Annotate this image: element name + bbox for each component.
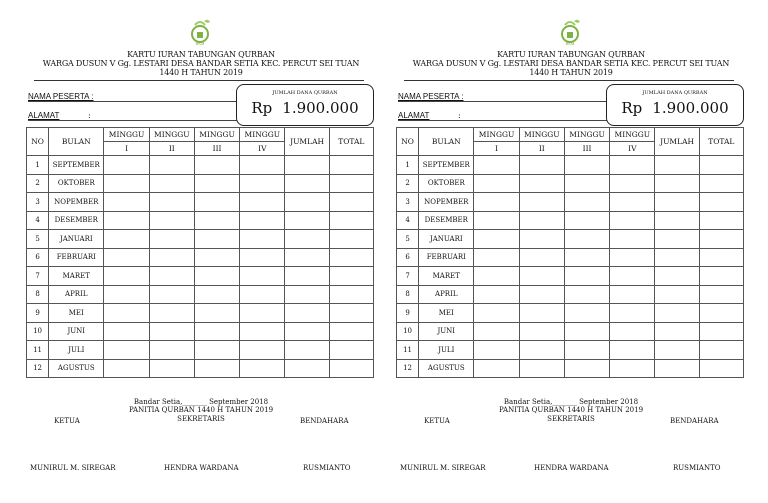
row-cell[interactable] [655, 174, 699, 193]
row-no: 10 [397, 322, 419, 341]
row-cell[interactable] [329, 359, 373, 378]
row-cell[interactable] [564, 341, 609, 360]
header-minggu-4: MINGGU [240, 128, 285, 142]
fund-currency: Rp [621, 99, 643, 117]
table-row [397, 285, 744, 304]
header-total: TOTAL [699, 128, 743, 156]
row-cell[interactable] [519, 322, 564, 341]
card-subtitle: WARGA DUSUN V Gg. LESTARI DESA BANDAR SETIA KEC. PERCUT SEI TUAN [42, 59, 360, 68]
card-year: 1440 H TAHUN 2019 [529, 68, 613, 77]
row-cell[interactable] [610, 248, 655, 267]
row-cell[interactable] [474, 156, 519, 175]
row-cell[interactable] [329, 211, 373, 230]
committee-title: PANITIA QURBAN 1440 H TAHUN 2019 [128, 406, 274, 414]
header-minggu-2: MINGGU [149, 128, 194, 142]
row-cell[interactable] [285, 248, 329, 267]
card-subtitle: WARGA DUSUN V Gg. LESTARI DESA BANDAR SETIA KEC. PERCUT SEI TUAN [412, 59, 730, 68]
row-cell[interactable] [285, 359, 329, 378]
row-cell[interactable] [564, 230, 609, 249]
row-cell[interactable] [194, 304, 239, 323]
savings-table [396, 127, 744, 378]
row-cell[interactable] [564, 193, 609, 212]
row-cell[interactable] [285, 304, 329, 323]
row-cell[interactable] [474, 285, 519, 304]
row-cell[interactable] [194, 211, 239, 230]
title-divider [404, 80, 734, 81]
card-title: KARTU IURAN TABUNGAN QURBAN [127, 50, 275, 59]
header-week-i: I [104, 142, 149, 156]
row-cell[interactable] [329, 248, 373, 267]
table-row [397, 359, 744, 378]
row-cell[interactable] [564, 248, 609, 267]
row-cell[interactable] [519, 248, 564, 267]
row-cell[interactable] [519, 267, 564, 286]
row-cell[interactable] [104, 174, 149, 193]
row-cell[interactable] [149, 359, 194, 378]
row-bulan: AGUSTUS [49, 359, 104, 378]
row-cell[interactable] [285, 156, 329, 175]
row-cell[interactable] [285, 174, 329, 193]
row-no: 5 [397, 230, 419, 249]
row-cell[interactable] [240, 211, 285, 230]
row-cell[interactable] [149, 211, 194, 230]
secretary-name: HENDRA WARDANA [164, 464, 239, 472]
row-cell[interactable] [194, 193, 239, 212]
row-cell[interactable] [194, 285, 239, 304]
table-row [397, 156, 744, 175]
row-cell[interactable] [610, 341, 655, 360]
row-cell[interactable] [699, 174, 743, 193]
header-week-iii: III [564, 142, 609, 156]
row-cell[interactable] [610, 267, 655, 286]
row-no: 3 [397, 193, 419, 212]
header-week-iii: III [194, 142, 239, 156]
header-no: NO [27, 128, 49, 156]
row-cell[interactable] [194, 230, 239, 249]
row-cell[interactable] [699, 359, 743, 378]
row-cell[interactable] [149, 193, 194, 212]
row-bulan: JULI [49, 341, 104, 360]
place-date: Bandar Setia,_______ September 2018 [503, 398, 639, 406]
row-cell[interactable] [655, 230, 699, 249]
row-cell[interactable] [104, 304, 149, 323]
header-bulan: BULAN [49, 128, 104, 156]
row-cell[interactable] [329, 193, 373, 212]
header-no: NO [397, 128, 419, 156]
row-cell[interactable] [519, 193, 564, 212]
row-cell[interactable] [474, 341, 519, 360]
row-cell[interactable] [149, 341, 194, 360]
row-cell[interactable] [699, 211, 743, 230]
row-bulan: AGUSTUS [419, 359, 474, 378]
chairman-title: KETUA [54, 417, 80, 425]
header-jumlah: JUMLAH [655, 128, 699, 156]
chairman-name: MUNIRUL M. SIREGAR [400, 464, 486, 472]
table-row [27, 174, 374, 193]
row-no: 4 [397, 211, 419, 230]
row-cell[interactable] [104, 248, 149, 267]
row-cell[interactable] [149, 248, 194, 267]
row-cell[interactable] [474, 193, 519, 212]
row-cell[interactable] [699, 322, 743, 341]
row-cell[interactable] [699, 267, 743, 286]
row-cell[interactable] [285, 267, 329, 286]
row-no: 12 [397, 359, 419, 378]
alamat-label: ALAMAT [28, 111, 60, 120]
fund-amount-row [237, 99, 373, 117]
header-minggu-1: MINGGU [104, 128, 149, 142]
header-week-ii: II [519, 142, 564, 156]
alamat-label: ALAMAT [398, 111, 430, 120]
treasurer-name: RUSMIANTO [303, 464, 351, 472]
row-cell[interactable] [194, 174, 239, 193]
row-cell[interactable] [240, 359, 285, 378]
nama-peserta-line [398, 101, 612, 102]
table-row [397, 248, 744, 267]
row-cell[interactable] [699, 156, 743, 175]
row-cell[interactable] [655, 304, 699, 323]
table-row [397, 267, 744, 286]
row-cell[interactable] [149, 322, 194, 341]
row-cell[interactable] [104, 267, 149, 286]
card-title: KARTU IURAN TABUNGAN QURBAN [497, 50, 645, 59]
row-cell[interactable] [564, 156, 609, 175]
nama-peserta-label: NAMA PESERTA : [398, 92, 464, 101]
row-cell[interactable] [149, 267, 194, 286]
nama-peserta-label: NAMA PESERTA : [28, 92, 94, 101]
row-no: 9 [27, 304, 49, 323]
row-cell[interactable] [285, 211, 329, 230]
header-minggu-1: MINGGU [474, 128, 519, 142]
row-cell[interactable] [564, 211, 609, 230]
row-no: 7 [397, 267, 419, 286]
header-bulan: BULAN [419, 128, 474, 156]
alamat-line [398, 120, 612, 121]
row-cell[interactable] [104, 156, 149, 175]
nama-peserta-line [28, 101, 242, 102]
header-minggu-3: MINGGU [564, 128, 609, 142]
row-no: 4 [27, 211, 49, 230]
row-cell[interactable] [610, 304, 655, 323]
row-cell[interactable] [474, 304, 519, 323]
row-cell[interactable] [149, 285, 194, 304]
row-cell[interactable] [474, 211, 519, 230]
row-cell[interactable] [610, 156, 655, 175]
secretary-title: SEKRETARIS [177, 415, 225, 423]
fund-amount: 1.900.000 [282, 99, 359, 117]
row-cell[interactable] [519, 174, 564, 193]
row-cell[interactable] [699, 341, 743, 360]
svg-text:BKM: BKM [195, 41, 205, 46]
row-bulan: MARET [419, 267, 474, 286]
row-bulan: NOPEMBER [419, 193, 474, 212]
row-no: 12 [27, 359, 49, 378]
table-row [27, 230, 374, 249]
row-cell[interactable] [519, 359, 564, 378]
row-cell[interactable] [519, 341, 564, 360]
table-row [27, 304, 374, 323]
row-cell[interactable] [329, 230, 373, 249]
row-cell[interactable] [285, 193, 329, 212]
table-row [397, 174, 744, 193]
row-bulan: JANUARI [419, 230, 474, 249]
row-cell[interactable] [329, 285, 373, 304]
row-cell[interactable] [610, 174, 655, 193]
row-bulan: JULI [419, 341, 474, 360]
row-cell[interactable] [194, 341, 239, 360]
row-cell[interactable] [240, 174, 285, 193]
row-cell[interactable] [519, 304, 564, 323]
table-row [27, 285, 374, 304]
header-week-i: I [474, 142, 519, 156]
row-cell[interactable] [240, 285, 285, 304]
row-no: 8 [27, 285, 49, 304]
row-cell[interactable] [655, 285, 699, 304]
row-cell[interactable] [564, 304, 609, 323]
row-bulan: OKTOBER [49, 174, 104, 193]
row-cell[interactable] [329, 322, 373, 341]
row-bulan: DESEMBER [49, 211, 104, 230]
row-cell[interactable] [610, 359, 655, 378]
row-cell[interactable] [699, 285, 743, 304]
row-cell[interactable] [285, 285, 329, 304]
table-row [397, 193, 744, 212]
row-cell[interactable] [240, 230, 285, 249]
row-cell[interactable] [655, 193, 699, 212]
header-week-iv: IV [240, 142, 285, 156]
secretary-name: HENDRA WARDANA [534, 464, 609, 472]
row-bulan: SEPTEMBER [419, 156, 474, 175]
row-no: 11 [397, 341, 419, 360]
fund-box [236, 84, 374, 126]
table-row [397, 230, 744, 249]
row-cell[interactable] [655, 267, 699, 286]
row-bulan: JUNI [49, 322, 104, 341]
row-cell[interactable] [474, 359, 519, 378]
alamat-line [28, 120, 242, 121]
row-no: 8 [397, 285, 419, 304]
row-bulan: MARET [49, 267, 104, 286]
mosque-logo-icon [185, 17, 215, 47]
row-cell[interactable] [194, 359, 239, 378]
row-cell[interactable] [655, 156, 699, 175]
row-cell[interactable] [610, 230, 655, 249]
table-row [27, 156, 374, 175]
row-cell[interactable] [240, 341, 285, 360]
fund-label: JUMLAH DANA QURBAN [642, 90, 708, 96]
alamat-colon: : [88, 111, 91, 120]
row-cell[interactable] [474, 267, 519, 286]
row-bulan: FEBRUARI [419, 248, 474, 267]
secretary-title: SEKRETARIS [547, 415, 595, 423]
row-cell[interactable] [240, 322, 285, 341]
header-jumlah: JUMLAH [285, 128, 329, 156]
row-bulan: APRIL [419, 285, 474, 304]
place-date: Bandar Setia,_______ September 2018 [133, 398, 269, 406]
row-cell[interactable] [519, 285, 564, 304]
row-cell[interactable] [104, 193, 149, 212]
table-row [397, 211, 744, 230]
row-cell[interactable] [474, 248, 519, 267]
row-cell[interactable] [104, 211, 149, 230]
header-minggu-2: MINGGU [519, 128, 564, 142]
row-cell[interactable] [610, 193, 655, 212]
row-no: 1 [397, 156, 419, 175]
row-cell[interactable] [194, 267, 239, 286]
row-cell[interactable] [564, 359, 609, 378]
row-cell[interactable] [285, 341, 329, 360]
row-cell[interactable] [610, 285, 655, 304]
row-cell[interactable] [240, 304, 285, 323]
row-cell[interactable] [329, 341, 373, 360]
treasurer-title: BENDAHARA [670, 417, 719, 425]
alamat-colon: : [458, 111, 461, 120]
row-bulan: MEI [419, 304, 474, 323]
row-no: 10 [27, 322, 49, 341]
row-bulan: SEPTEMBER [49, 156, 104, 175]
row-cell[interactable] [194, 322, 239, 341]
row-no: 3 [27, 193, 49, 212]
table-row [27, 359, 374, 378]
table-row [397, 341, 744, 360]
row-bulan: FEBRUARI [49, 248, 104, 267]
row-no: 2 [27, 174, 49, 193]
row-cell[interactable] [329, 267, 373, 286]
row-cell[interactable] [655, 359, 699, 378]
row-cell[interactable] [240, 248, 285, 267]
row-cell[interactable] [519, 156, 564, 175]
table-row [27, 248, 374, 267]
header-minggu-4: MINGGU [610, 128, 655, 142]
header-week-ii: II [149, 142, 194, 156]
row-cell[interactable] [519, 230, 564, 249]
table-row [27, 322, 374, 341]
row-cell[interactable] [240, 193, 285, 212]
row-bulan: DESEMBER [419, 211, 474, 230]
row-cell[interactable] [240, 267, 285, 286]
savings-table [26, 127, 374, 378]
table-row [397, 322, 744, 341]
row-no: 6 [27, 248, 49, 267]
header-minggu-3: MINGGU [194, 128, 239, 142]
treasurer-name: RUSMIANTO [673, 464, 721, 472]
row-cell[interactable] [564, 285, 609, 304]
row-cell[interactable] [329, 174, 373, 193]
row-cell[interactable] [104, 322, 149, 341]
fund-currency: Rp [251, 99, 273, 117]
chairman-title: KETUA [424, 417, 450, 425]
table-row [27, 341, 374, 360]
header-week-iv: IV [610, 142, 655, 156]
row-cell[interactable] [610, 322, 655, 341]
row-no: 2 [397, 174, 419, 193]
row-cell[interactable] [149, 156, 194, 175]
row-cell[interactable] [285, 322, 329, 341]
fund-label: JUMLAH DANA QURBAN [272, 90, 338, 96]
row-cell[interactable] [474, 174, 519, 193]
title-divider [34, 80, 364, 81]
row-cell[interactable] [149, 304, 194, 323]
fund-box [606, 84, 744, 126]
row-cell[interactable] [285, 230, 329, 249]
row-cell[interactable] [564, 322, 609, 341]
row-no: 6 [397, 248, 419, 267]
row-cell[interactable] [655, 341, 699, 360]
row-cell[interactable] [655, 211, 699, 230]
card-left [20, 0, 382, 503]
fund-amount-row [607, 99, 743, 117]
row-no: 9 [397, 304, 419, 323]
row-cell[interactable] [104, 341, 149, 360]
row-cell[interactable] [699, 193, 743, 212]
row-cell[interactable] [655, 322, 699, 341]
chairman-name: MUNIRUL M. SIREGAR [30, 464, 116, 472]
row-bulan: MEI [49, 304, 104, 323]
row-bulan: JANUARI [49, 230, 104, 249]
row-no: 1 [27, 156, 49, 175]
row-cell[interactable] [329, 304, 373, 323]
fund-amount: 1.900.000 [652, 99, 729, 117]
row-cell[interactable] [699, 230, 743, 249]
row-cell[interactable] [699, 304, 743, 323]
row-cell[interactable] [519, 211, 564, 230]
row-no: 11 [27, 341, 49, 360]
row-cell[interactable] [655, 248, 699, 267]
row-no: 5 [27, 230, 49, 249]
row-cell[interactable] [564, 174, 609, 193]
committee-title: PANITIA QURBAN 1440 H TAHUN 2019 [498, 406, 644, 414]
row-cell[interactable] [240, 156, 285, 175]
row-cell[interactable] [194, 156, 239, 175]
table-row [397, 304, 744, 323]
row-cell[interactable] [610, 211, 655, 230]
row-cell[interactable] [474, 322, 519, 341]
mosque-logo-icon [555, 17, 585, 47]
row-cell[interactable] [194, 248, 239, 267]
card-year: 1440 H TAHUN 2019 [159, 68, 243, 77]
header-total: TOTAL [329, 128, 373, 156]
row-bulan: NOPEMBER [49, 193, 104, 212]
svg-text:BKM: BKM [565, 41, 575, 46]
row-cell[interactable] [474, 230, 519, 249]
row-bulan: OKTOBER [419, 174, 474, 193]
row-no: 7 [27, 267, 49, 286]
row-cell[interactable] [104, 230, 149, 249]
row-cell[interactable] [149, 174, 194, 193]
table-row [27, 193, 374, 212]
card-right [390, 0, 752, 503]
row-cell[interactable] [564, 267, 609, 286]
row-cell[interactable] [699, 248, 743, 267]
treasurer-title: BENDAHARA [300, 417, 349, 425]
table-row [27, 211, 374, 230]
row-cell[interactable] [104, 285, 149, 304]
row-cell[interactable] [149, 230, 194, 249]
row-bulan: JUNI [419, 322, 474, 341]
row-cell[interactable] [329, 156, 373, 175]
row-cell[interactable] [104, 359, 149, 378]
table-row [27, 267, 374, 286]
row-bulan: APRIL [49, 285, 104, 304]
